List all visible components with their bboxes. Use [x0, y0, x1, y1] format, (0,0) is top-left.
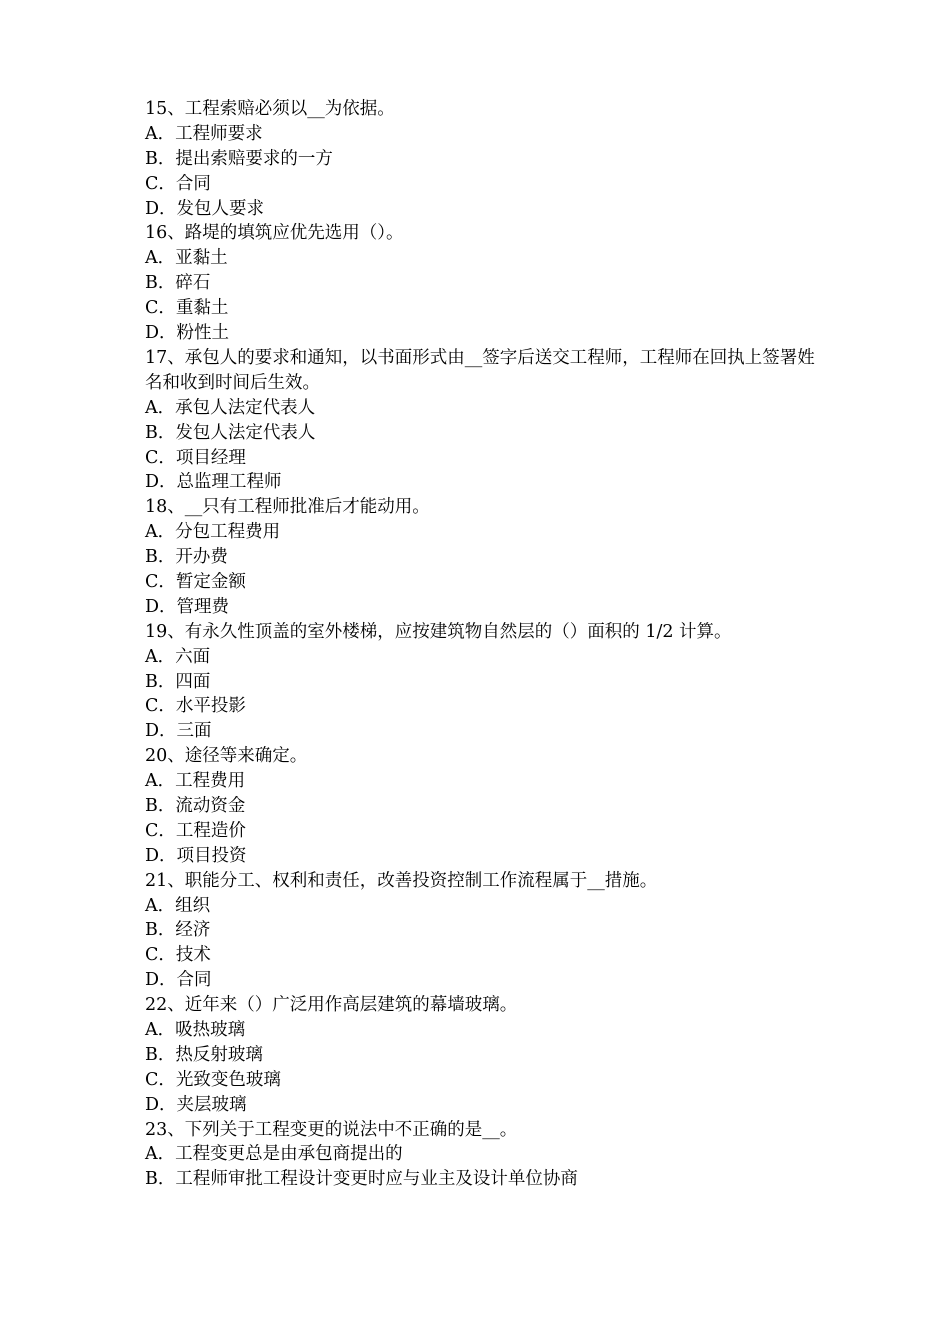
question-stem: 21、职能分工、权利和责任，改善投资控制工作流程属于__措施。 [145, 870, 658, 891]
question-stem: 15、工程索赔必须以__为依据。 [145, 99, 395, 119]
question-22 [145, 993, 815, 1117]
option-b: B．碎石 [145, 273, 211, 294]
option-b: B．提出索赔要求的一方 [145, 148, 333, 169]
option-c: C．光致变色玻璃 [145, 1069, 281, 1090]
question-18 [145, 495, 815, 619]
option-d: D．合同 [145, 970, 212, 991]
question-stem: 17、承包人的要求和通知，以书面形式由__签字后送交工程师，工程师在回执上签署姓名和收到时间后生效。 [145, 347, 815, 393]
option-b: B．经济 [145, 920, 211, 941]
option-d: D．三面 [145, 721, 212, 742]
question-15 [145, 97, 815, 221]
option-a: A．工程变更总是由承包商提出的 [145, 1144, 403, 1165]
option-a: A．组织 [145, 895, 211, 916]
option-d: D．项目投资 [145, 845, 247, 866]
question-23 [145, 1118, 815, 1193]
option-d: D．管理费 [145, 596, 230, 617]
question-17 [145, 346, 815, 495]
question-21 [145, 869, 815, 993]
question-stem: 16、路堤的填筑应优先选用（）。 [145, 223, 404, 244]
option-c: C．技术 [145, 945, 211, 966]
option-d: D．夹层玻璃 [145, 1094, 247, 1115]
option-d: D．发包人要求 [145, 198, 265, 219]
question-19 [145, 620, 815, 744]
option-b: B．开办费 [145, 547, 228, 568]
document-page [145, 97, 815, 1192]
option-c: C．项目经理 [145, 447, 246, 468]
option-b: B．流动资金 [145, 795, 246, 816]
option-b: B．热反射玻璃 [145, 1044, 263, 1065]
option-a: A．分包工程费用 [145, 522, 281, 543]
option-c: C．工程造价 [145, 820, 246, 841]
option-b: B．工程师审批工程设计变更时应与业主及设计单位协商 [145, 1169, 578, 1190]
option-b: B．发包人法定代表人 [145, 422, 316, 443]
option-a: A．六面 [145, 646, 211, 667]
option-a: A．承包人法定代表人 [145, 397, 316, 418]
option-a: A．吸热玻璃 [145, 1019, 246, 1040]
option-b: B．四面 [145, 671, 211, 692]
question-stem: 22、近年来（）广泛用作高层建筑的幕墙玻璃。 [145, 995, 518, 1016]
option-a: A．工程费用 [145, 771, 246, 792]
option-c: C．重黏土 [145, 298, 229, 319]
question-stem: 20、途径等来确定。 [145, 746, 308, 767]
option-a: A．亚黏土 [145, 248, 228, 269]
option-c: C．水平投影 [145, 696, 246, 717]
option-a: A．工程师要求 [145, 123, 263, 144]
question-20 [145, 744, 815, 868]
question-stem: 19、有永久性顶盖的室外楼梯，应按建筑物自然层的（）面积的 1/2 计算。 [145, 621, 732, 642]
option-d: D．总监理工程师 [145, 472, 282, 493]
option-c: C．合同 [145, 173, 211, 194]
question-16 [145, 221, 815, 345]
option-c: C．暂定金额 [145, 571, 246, 592]
question-stem: 18、__只有工程师批准后才能动用。 [145, 497, 430, 518]
question-stem: 23、下列关于工程变更的说法中不正确的是__。 [145, 1119, 518, 1140]
option-d: D．粉性土 [145, 323, 230, 344]
